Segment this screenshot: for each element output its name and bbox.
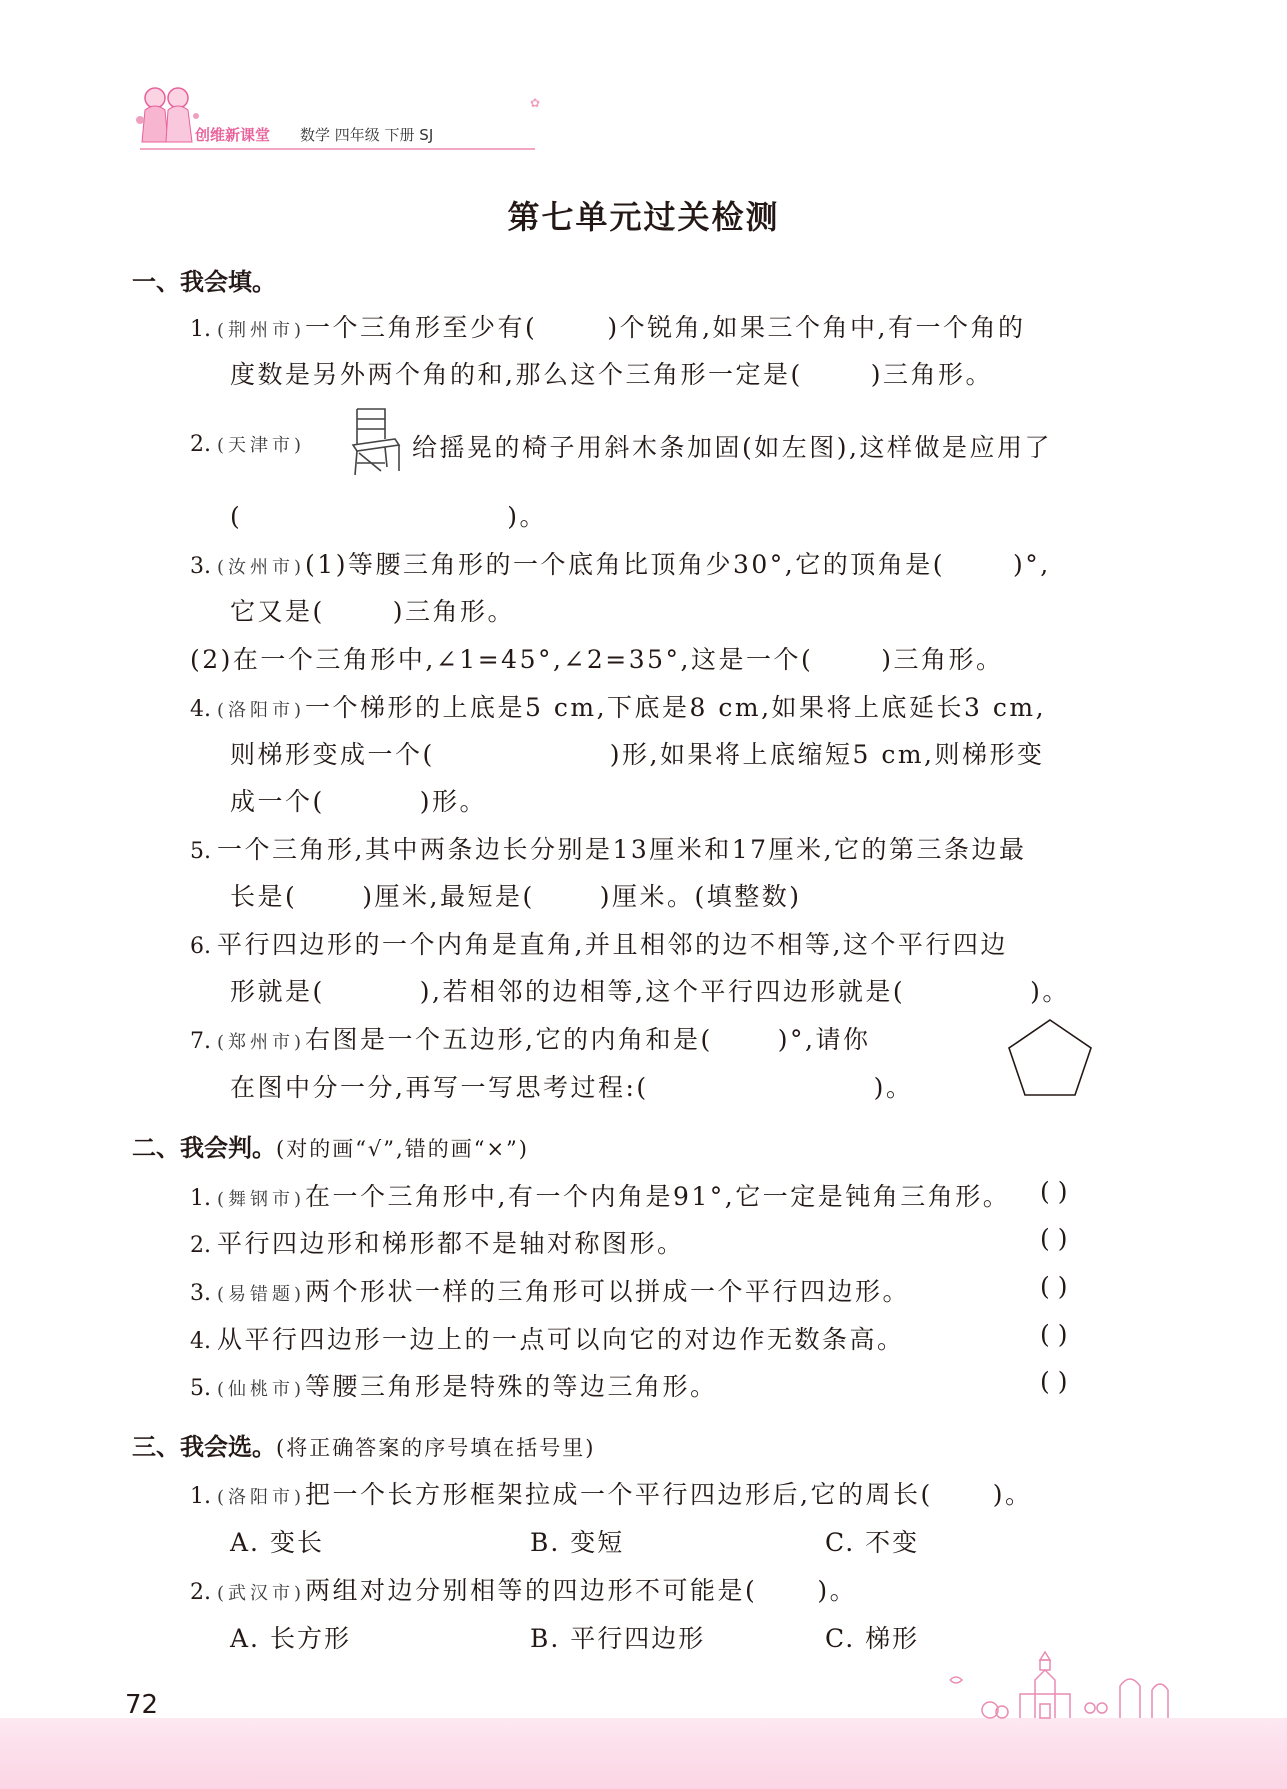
answer-paren[interactable]: ( )	[1040, 1367, 1068, 1396]
question-text: )°,	[1012, 550, 1051, 579]
question-text: 两个形状一样的三角形可以拼成一个平行四边形。	[305, 1277, 911, 1306]
fill-question-6-line2	[230, 972, 1070, 1008]
question-text: )形。	[419, 787, 488, 816]
choice-question-1	[190, 1475, 1033, 1511]
option-a[interactable]: A. 变长	[230, 1528, 324, 1557]
question-text: )三角形。	[870, 360, 993, 389]
fill-question-3-line2	[230, 592, 515, 628]
question-number: 3.	[190, 554, 211, 579]
fill-question-4	[190, 688, 1046, 724]
question-source: (郑州市)	[217, 1032, 306, 1053]
question-text: 平行四边形和梯形都不是轴对称图形。	[217, 1229, 685, 1258]
question-number: 6.	[190, 934, 211, 959]
question-text: )三角形。	[392, 597, 516, 626]
section-title: 二、我会判。	[132, 1134, 276, 1162]
question-text: 则梯形变成一个(	[230, 740, 435, 769]
section-heading-fill: 一、我会填。	[132, 268, 276, 296]
header-divider	[140, 148, 535, 150]
question-number: 1.	[190, 317, 211, 342]
question-source: (武汉市)	[217, 1583, 306, 1604]
question-source: (荆州市)	[217, 320, 306, 341]
fill-question-2-text: 给摇晃的椅子用斜木条加固(如左图),这样做是应用了	[412, 433, 1052, 462]
question-text: 度数是另外两个角的和,那么这个三角形一定是(	[230, 360, 803, 389]
fill-question-6	[190, 925, 1008, 961]
page-header	[120, 80, 540, 155]
choice-question-2	[190, 1571, 857, 1607]
option-b[interactable]: B. 变短	[530, 1528, 625, 1557]
question-number: 3.	[190, 1281, 211, 1306]
flower-decoration-icon: ✿	[530, 96, 541, 110]
answer-paren[interactable]: ( )	[1040, 1177, 1068, 1206]
question-text: (2)在一个三角形中,∠1=45°,∠2=35°,这是一个(	[190, 645, 814, 674]
question-number: 1.	[190, 1484, 211, 1509]
brand-name: 创维新课堂	[195, 126, 271, 144]
question-text: 平行四边形的一个内角是直角,并且相邻的边不相等,这个平行四边	[217, 930, 1008, 959]
fill-question-5	[190, 830, 1027, 866]
answer-paren[interactable]: ( )	[1040, 1224, 1068, 1253]
section-instruction: (对的画“√”,错的画“×”)	[276, 1137, 529, 1161]
option-c[interactable]: C. 梯形	[825, 1624, 920, 1653]
question-text: )。	[992, 1480, 1033, 1509]
fill-question-4-line2	[230, 735, 1044, 771]
question-number: 5.	[190, 1376, 211, 1401]
question-number: 7.	[190, 1029, 211, 1054]
question-text: 在一个三角形中,有一个内角是91°,它一定是钝角三角形。	[305, 1182, 1011, 1211]
fill-question-2	[190, 428, 305, 457]
castle-decoration-icon	[930, 1650, 1190, 1720]
question-text: 形就是(	[230, 977, 325, 1006]
question-source: (洛阳市)	[217, 700, 306, 721]
question-text: 一个梯形的上底是5 cm,下底是8 cm,如果将上底延长3 cm,	[305, 693, 1047, 722]
judge-question-4	[190, 1320, 905, 1356]
judge-question-5	[190, 1367, 718, 1403]
fill-question-4-line3	[230, 782, 487, 818]
question-text: )。	[507, 502, 548, 531]
fill-question-7	[190, 1020, 870, 1056]
question-source: (易错题)	[217, 1284, 306, 1305]
question-text: )三角形。	[881, 645, 1004, 674]
footer-band	[0, 1718, 1287, 1789]
question-text: 把一个长方形框架拉成一个平行四边形后,它的周长(	[305, 1480, 933, 1509]
option-b[interactable]: B. 平行四边形	[530, 1624, 706, 1653]
question-text: )。	[873, 1073, 914, 1102]
judge-question-3	[190, 1272, 910, 1308]
fill-question-5-line2	[230, 877, 802, 913]
question-text: 两组对边分别相等的四边形不可能是(	[305, 1576, 758, 1605]
question-text: 在图中分一分,再写一写思考过程:(	[230, 1073, 649, 1102]
fill-question-2-line2	[230, 497, 547, 533]
question-source: (天津市)	[217, 435, 306, 456]
question-number: 4.	[190, 1329, 211, 1354]
question-text: )形,如果将上底缩短5 cm,则梯形变	[609, 740, 1045, 769]
judge-question-2	[190, 1224, 685, 1260]
answer-paren[interactable]: ( )	[1040, 1320, 1068, 1349]
judge-question-1	[190, 1177, 1010, 1213]
question-text: )个锐角,如果三个角中,有一个角的	[607, 313, 1026, 342]
question-number: 5.	[190, 839, 211, 864]
kids-logo-icon	[130, 80, 205, 150]
question-number: 2.	[190, 1233, 211, 1258]
fill-question-3	[190, 545, 1051, 581]
fill-question-1-line2	[230, 355, 993, 391]
section-heading-choose	[132, 1427, 595, 1462]
question-number: 1.	[190, 1186, 211, 1211]
question-source: (汝州市)	[217, 557, 306, 578]
pentagon-figure	[1005, 1015, 1095, 1100]
fill-question-3-part2	[190, 640, 1004, 676]
section-instruction: (将正确答案的序号填在括号里)	[276, 1436, 596, 1460]
question-text: 等腰三角形是特殊的等边三角形。	[305, 1372, 718, 1401]
answer-paren[interactable]: ( )	[1040, 1272, 1068, 1301]
page-number: 72	[125, 1690, 159, 1720]
question-text: (	[230, 502, 243, 531]
question-text: 长是(	[230, 882, 298, 911]
option-c[interactable]: C. 不变	[825, 1528, 920, 1557]
question-source: (舞钢市)	[217, 1189, 306, 1210]
question-text: (1)等腰三角形的一个底角比顶角少30°,它的顶角是(	[305, 550, 945, 579]
question-text: )厘米。(填整数)	[599, 882, 802, 911]
section-title: 三、我会选。	[132, 1433, 276, 1461]
question-number: 2.	[190, 432, 211, 457]
question-text: 一个三角形,其中两条边长分别是13厘米和17厘米,它的第三条边最	[217, 835, 1027, 864]
question-text: 从平行四边形一边上的一点可以向它的对边作无数条高。	[217, 1325, 905, 1354]
question-text: 成一个(	[230, 787, 325, 816]
option-a[interactable]: A. 长方形	[230, 1624, 351, 1653]
chair-icon	[345, 405, 403, 477]
question-text: 一个三角形至少有(	[305, 313, 538, 342]
question-source: (仙桃市)	[217, 1379, 306, 1400]
question-text: 右图是一个五边形,它的内角和是(	[305, 1025, 713, 1054]
question-text: )厘米,最短是(	[362, 882, 535, 911]
fill-question-7-line2	[230, 1068, 913, 1104]
question-text: )。	[817, 1576, 858, 1605]
page-title: 第七单元过关检测	[507, 198, 780, 236]
question-number: 4.	[190, 697, 211, 722]
section-heading-judge	[132, 1128, 529, 1163]
question-text: )。	[1030, 977, 1070, 1006]
question-text: )°,请你	[777, 1025, 871, 1054]
question-text: 它又是(	[230, 597, 325, 626]
question-text: ),若相邻的边相等,这个平行四边形就是(	[419, 977, 906, 1006]
fill-question-1	[190, 308, 1025, 344]
book-info: 数学 四年级 下册 SJ	[300, 126, 434, 144]
question-source: (洛阳市)	[217, 1487, 306, 1508]
question-number: 2.	[190, 1580, 211, 1605]
